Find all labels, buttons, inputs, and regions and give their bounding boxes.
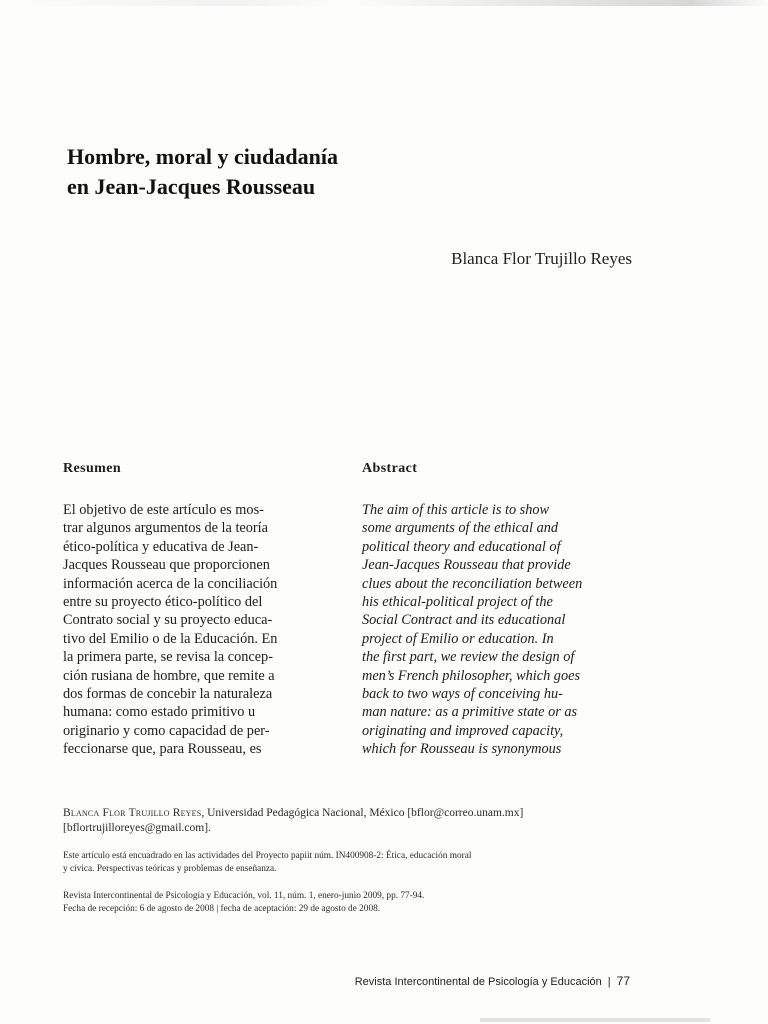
resumen-line: información acerca de la conciliación [63, 575, 278, 592]
resumen-line: Contrato social y su proyecto educa- [63, 612, 273, 629]
resumen-heading: Resumen [63, 461, 122, 476]
resumen-line: trar algunos argumentos de la teoría [63, 520, 268, 537]
scan-edge-top [0, 0, 768, 6]
resumen-line: entre su proyecto ético-político del [63, 594, 263, 611]
abstract-line: clues about the reconciliation between [362, 575, 583, 592]
resumen-line: ético-política y educativa de Jean- [63, 538, 259, 555]
abstract-line: The aim of this article is to show [362, 502, 550, 518]
resumen-line: Jacques Rousseau que proporcionen [63, 557, 270, 574]
title-line-1: Hombre, moral y ciudadanía [67, 144, 338, 169]
resumen-line: feccionarse que, para Rousseau, es [63, 741, 262, 758]
affiliation-institution: , Universidad Pedagógica Nacional, México [bflor@correo.unam.mx] [201, 807, 524, 819]
affiliation-author: Blanca Flor Trujillo Reyes [63, 807, 202, 819]
citation-line-2: Fecha de recepción: 6 de agosto de 2008 | fecha de aceptación: 29 de agosto de 2008. [63, 904, 381, 914]
footnotes [63, 806, 623, 916]
project-note [63, 850, 623, 876]
abstract-line: Social Contract and its educational [362, 612, 566, 629]
abstract-line: project of Emilio or education. In [362, 630, 554, 647]
affiliation-note [63, 806, 623, 836]
citation-line-1: Revista Intercontinental de Psicología y Educación, vol. 11, núm. 1, enero-junio 2009, pp. 77-94. [63, 891, 425, 901]
abstract-line: the first part, we review the design of [362, 649, 575, 666]
abstract-line: back to two ways of conceiving hu- [362, 686, 563, 703]
running-footer [320, 974, 630, 988]
page-number: 77 [616, 974, 630, 988]
scan-edge-bottom [480, 1018, 710, 1022]
abstract-line: his ethical-political project of the [362, 594, 553, 611]
abstract-line: men’s French philosopher, which goes [362, 667, 581, 684]
resumen-line: originario y como capacidad de per- [63, 722, 270, 739]
resumen-line: ción rusiana de hombre, que remite a [63, 667, 275, 684]
running-footer-separator: | [607, 976, 611, 988]
abstract-line: some arguments of the ethical and [362, 520, 559, 537]
resumen-line: El objetivo de este artículo es mos- [63, 502, 264, 518]
affiliation-email: [bflortrujilloreyes@gmail.com]. [63, 822, 211, 834]
resumen-line: dos formas de concebir la naturaleza [63, 686, 273, 703]
abstract-line: which for Rousseau is synonymous [362, 741, 562, 758]
author-name: Blanca Flor Trujillo Reyes [451, 249, 632, 268]
abstract-body [362, 501, 634, 759]
article-title [67, 142, 627, 202]
project-note-line-1: Este artículo está encuadrado en las actividades del Proyecto papiit núm. IN400908-2: Ética, educación moral [63, 851, 472, 861]
citation-note [63, 890, 623, 916]
running-footer-journal: Revista Intercontinental de Psicología y Educación [354, 976, 602, 988]
abstract-heading: Abstract [362, 461, 418, 476]
abstract-line: man nature: as a primitive state or as [362, 704, 578, 721]
title-line-2: en Jean-Jacques Rousseau [67, 174, 316, 199]
project-note-line-2: y cívica. Perspectivas teóricas y problemas de enseñanza. [63, 864, 277, 874]
resumen-column [63, 459, 335, 759]
resumen-line: la primera parte, se revisa la concep- [63, 649, 273, 666]
abstract-column [362, 459, 634, 759]
abstract-line: Jean-Jacques Rousseau that provide [362, 557, 571, 574]
abstract-line: originating and improved capacity, [362, 722, 564, 739]
abstract-line: political theory and educational of [362, 538, 561, 555]
resumen-line: tivo del Emilio o de la Educación. En [63, 630, 278, 647]
resumen-line: humana: como estado primitivo u [63, 704, 256, 721]
resumen-body [63, 501, 335, 759]
